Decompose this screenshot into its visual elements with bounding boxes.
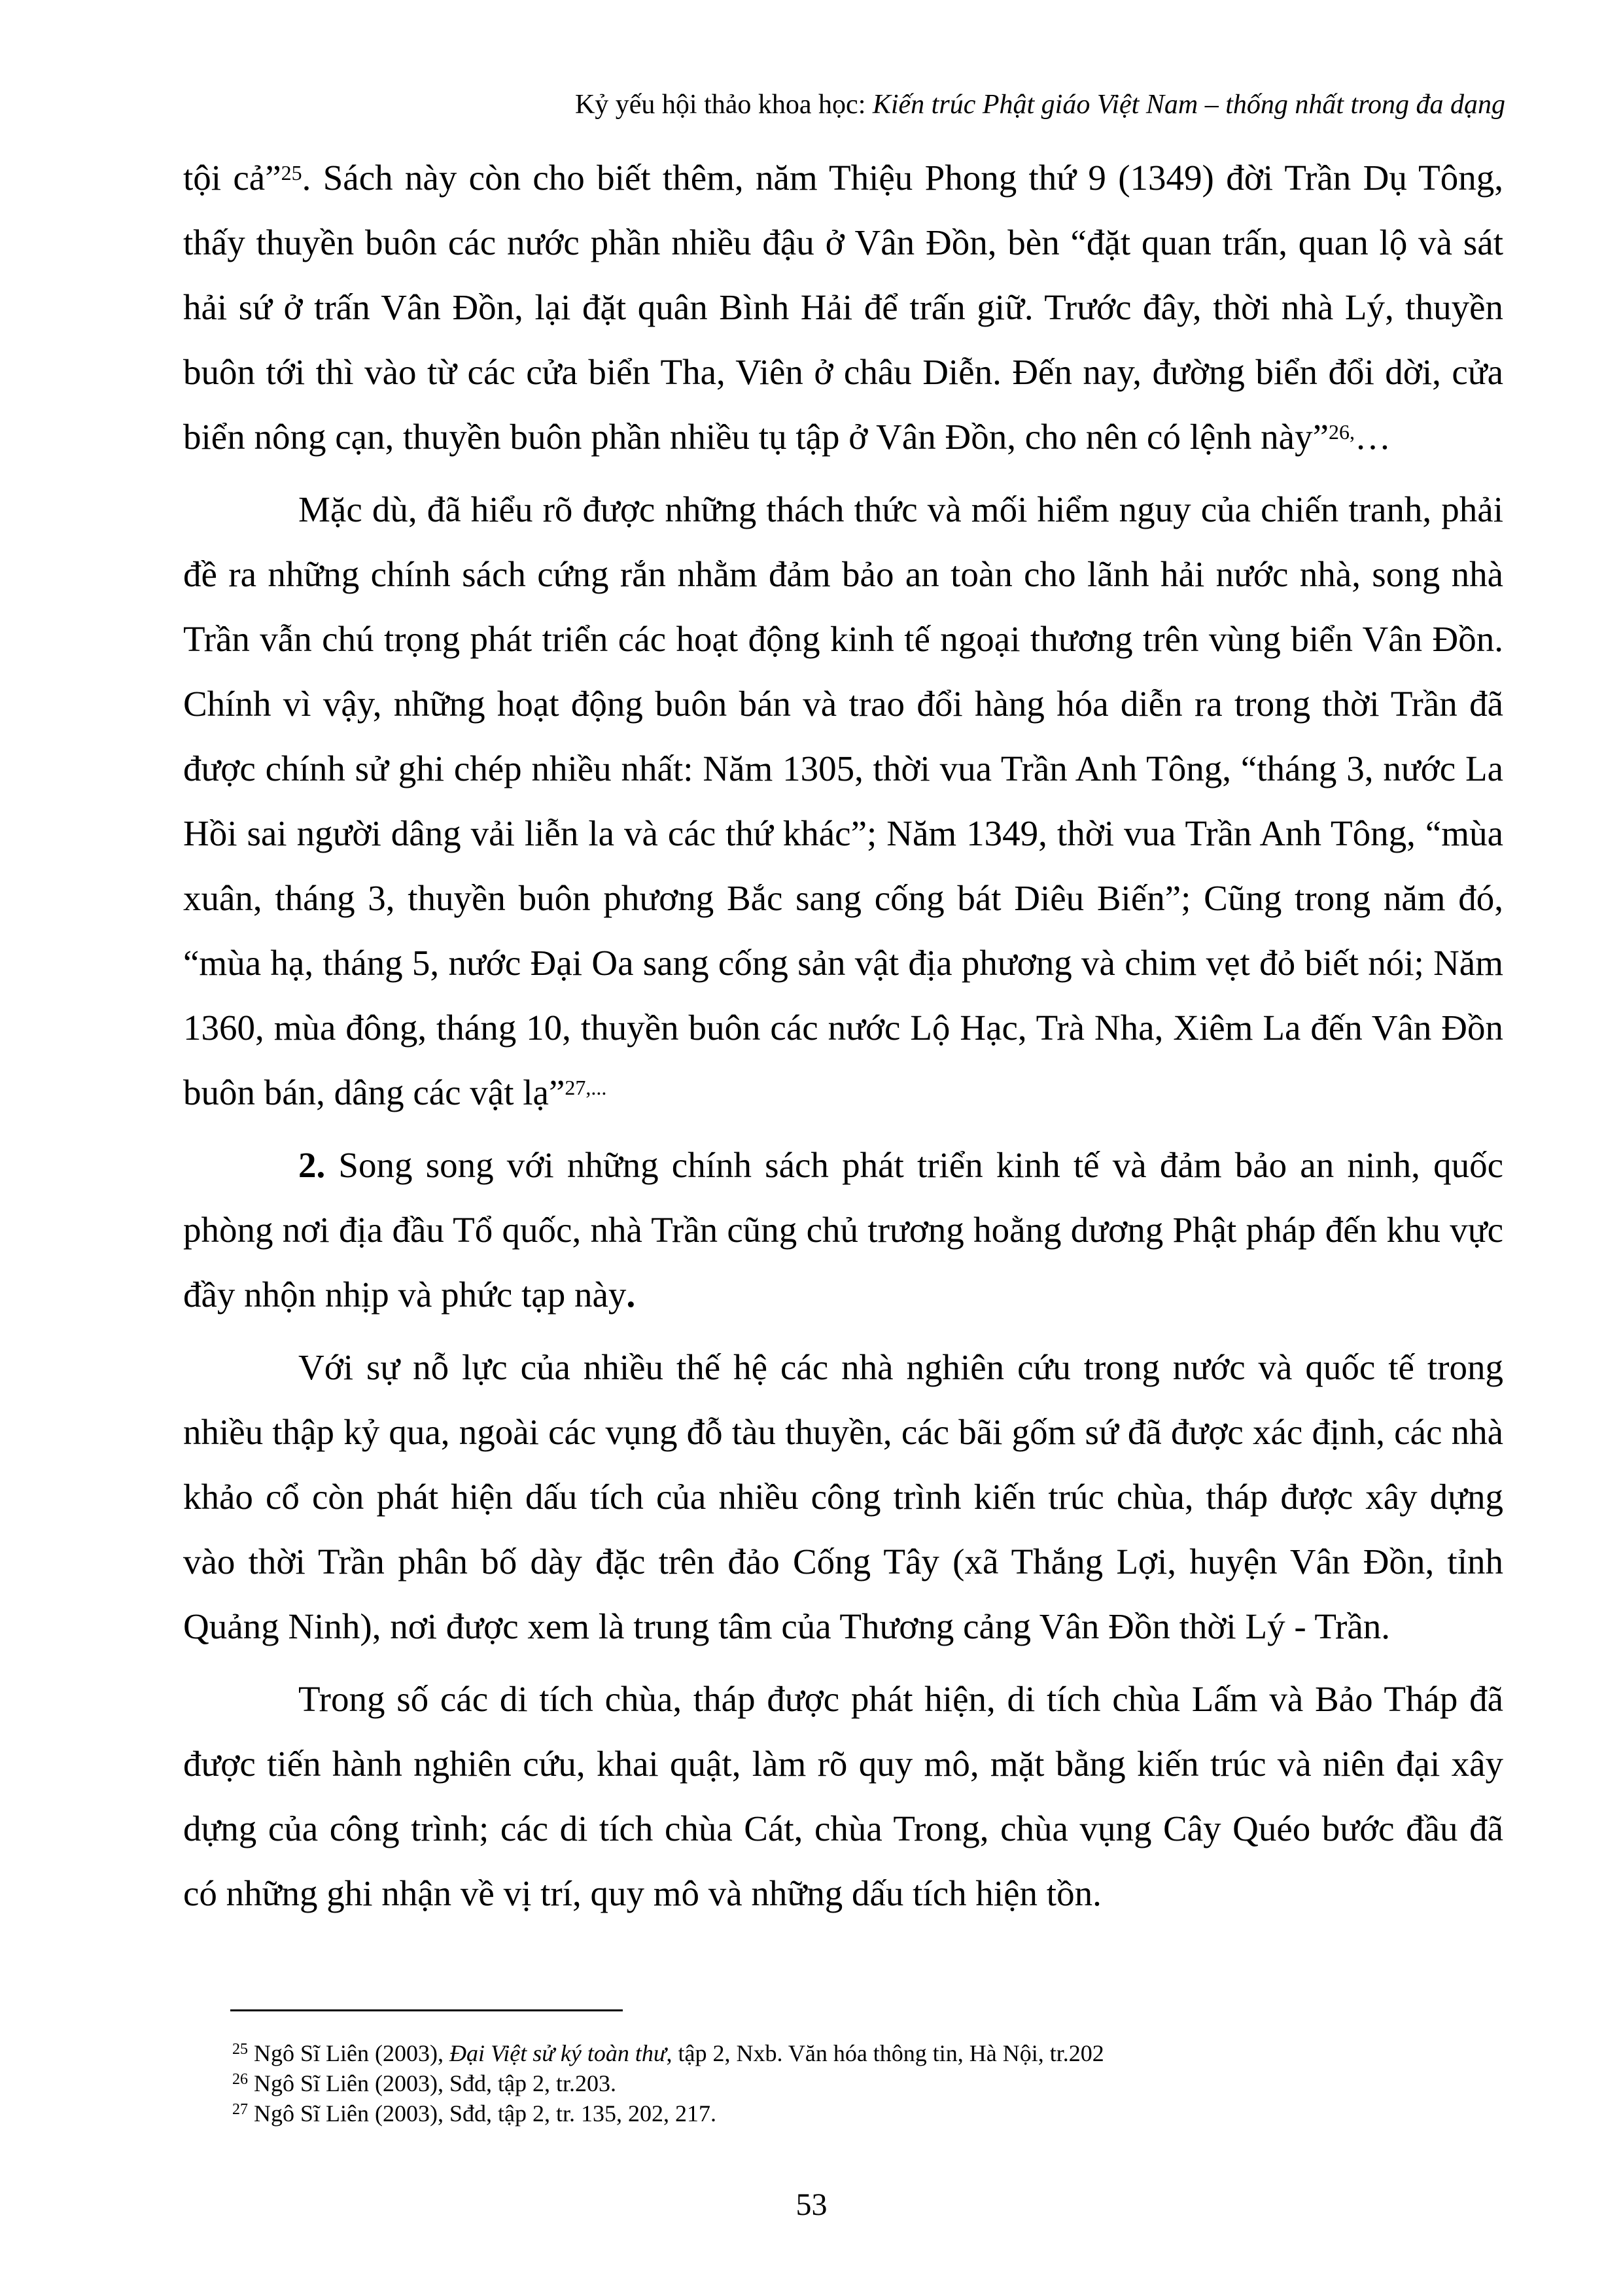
footnote-divider <box>230 2009 623 2011</box>
footnote-ref-26: 26, <box>1328 419 1355 444</box>
footnote-ref-25: 25 <box>281 160 302 185</box>
footnote-book-title: Đại Việt sử ký toàn thư <box>449 2040 667 2066</box>
footnote-text: Ngô Sĩ Liên (2003), Sđd, tập 2, tr. 135, 202, 217. <box>248 2100 716 2127</box>
paragraph-2-text: Mặc dù, đã hiểu rõ được những thách thức và mối hiểm nguy của chiến tranh, phải đề ra những chính sách cứng rắn nhằm đảm bảo an toàn cho lãnh hải nước nhà, song nhà Trần vẫn chú trọng phát triển các hoạt động kinh tế ngoại thương trên vùng biển Vân Đồn. Chính vì vậy, những hoạt động buôn bán và trao đổi hàng hóa diễn ra trong thời Trần đã được chính sử ghi chép nhiều nhất: Năm 1305, thời vua Trần Anh Tông, “tháng 3, nước La Hồi sai người dâng vải liễn la và các thứ khác”; Năm 1349, thời vua Trần Anh Tông, “mùa xuân, tháng 3, thuyền buôn phương Bắc sang cống bát Diêu Biến”; Cũng trong năm đó, “mùa hạ, tháng 5, nước Đại Oa sang cống sản vật địa phương và chim vẹt đỏ biết nói; Năm 1360, mùa đông, tháng 10, thuyền buôn các nước Lộ Hạc, Trà Nha, Xiêm La đến Vân Đồn buôn bán, dâng các vật lạ” <box>183 489 1503 1112</box>
footnote-text: Ngô Sĩ Liên (2003), <box>248 2040 449 2066</box>
paragraph-2 <box>183 477 1503 1125</box>
paragraph-3-text: Song song với những chính sách phát triển kinh tế và đảm bảo an ninh, quốc phòng nơi địa đầu Tổ quốc, nhà Trần cũng chủ trương hoằng dương Phật pháp đến khu vực đầy nhộn nhịp và phức tạp này <box>183 1145 1503 1315</box>
running-header <box>183 85 1505 124</box>
footnote-26 <box>232 2068 1508 2098</box>
paragraph-3-period: . <box>626 1275 636 1315</box>
header-prefix: Kỷ yếu hội thảo khoa học: <box>574 90 873 120</box>
footnote-27 <box>232 2098 1508 2128</box>
footnote-ref-27: 27,... <box>565 1075 607 1099</box>
paragraph-1-text-b: . Sách này còn cho biết thêm, năm Thiệu Phong thứ 9 (1349) đời Trần Dụ Tông, thấy thuyền buôn các nước phần nhiều đậu ở Vân Đồn, bèn “đặt quan trấn, quan lộ và sát hải sứ ở trấn Vân Đồn, lại đặt quân Bình Hải để trấn giữ. Trước đây, thời nhà Lý, thuyền buôn tới thì vào từ các cửa biển Tha, Viên ở châu Diễn. Đến nay, đường biển đổi dời, cửa biển nông cạn, thuyền buôn phần nhiều tụ tập ở Vân Đồn, cho nên có lệnh này” <box>183 158 1503 457</box>
footnote-number: 25 <box>232 2041 248 2058</box>
paragraph-1-text-a: tội cả” <box>183 158 281 198</box>
paragraph-1-text-c: … <box>1354 417 1391 457</box>
footnote-text-end: , tập 2, Nxb. Văn hóa thông tin, Hà Nội, tr.202 <box>666 2040 1104 2066</box>
footnotes <box>232 2038 1508 2128</box>
page-number: 53 <box>795 2187 828 2222</box>
main-text <box>183 145 1503 1926</box>
paragraph-5: Trong số các di tích chùa, tháp được phát hiện, di tích chùa Lấm và Bảo Tháp đã được tiến hành nghiên cứu, khai quật, làm rõ quy mô, mặt bằng kiến trúc và niên đại xây dựng của công trình; các di tích chùa Cát, chùa Trong, chùa vụng Cây Quéo bước đầu đã có những ghi nhận về vị trí, quy mô và những dấu tích hiện tồn. <box>183 1679 1503 1913</box>
footnote-25 <box>232 2038 1508 2068</box>
section-number: 2. <box>298 1145 326 1185</box>
paragraph-3 <box>183 1133 1503 1327</box>
header-title: Kiến trúc Phật giáo Việt Nam – thống nhất trong đa dạng <box>872 90 1505 120</box>
footnote-number: 27 <box>232 2101 248 2118</box>
footnote-number: 26 <box>232 2071 248 2088</box>
paragraph-4: Với sự nỗ lực của nhiều thế hệ các nhà nghiên cứu trong nước và quốc tế trong nhiều thập kỷ qua, ngoài các vụng đỗ tàu thuyền, các bãi gốm sứ đã được xác định, các nhà khảo cổ còn phát hiện dấu tích của nhiều công trình kiến trúc chùa, tháp được xây dựng vào thời Trần phân bố dày đặc trên đảo Cống Tây (xã Thắng Lợi, huyện Vân Đồn, tỉnh Quảng Ninh), nơi được xem là trung tâm của Thương cảng Vân Đồn thời Lý - Trần. <box>183 1347 1503 1646</box>
paragraph-1 <box>183 145 1503 469</box>
footnote-text: Ngô Sĩ Liên (2003), Sđd, tập 2, tr.203. <box>248 2070 616 2096</box>
